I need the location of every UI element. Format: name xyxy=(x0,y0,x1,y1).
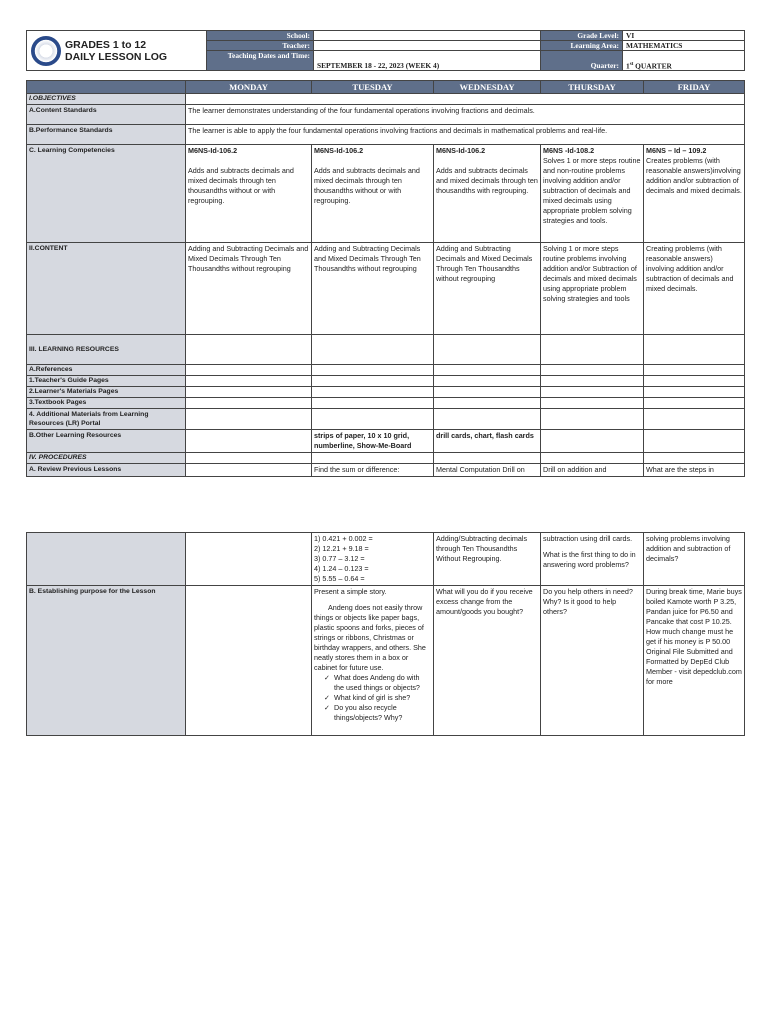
purpose-label: B. Establishing purpose for the Lesson xyxy=(27,586,186,736)
day-header-blank xyxy=(27,81,186,94)
day-thursday: THURSDAY xyxy=(541,81,644,94)
textbook-cell xyxy=(434,398,541,409)
additional-cell xyxy=(541,409,644,430)
review-wednesday: Mental Computation Drill on xyxy=(434,464,541,477)
review-monday-continued xyxy=(186,533,312,586)
lm-cell xyxy=(644,387,745,398)
additional-cell xyxy=(434,409,541,430)
review-thursday-continued: subtraction using drill cards. What is the first thing to do in answering word problems? xyxy=(541,533,644,586)
other-wednesday: drill cards, chart, flash cards xyxy=(434,430,541,453)
resources-friday xyxy=(644,335,745,365)
tg-cell xyxy=(186,376,312,387)
resources-wednesday xyxy=(434,335,541,365)
procedures-cell xyxy=(644,453,745,464)
area-value: MATHEMATICS xyxy=(623,41,745,51)
lm-cell xyxy=(541,387,644,398)
content-monday: Adding and Subtracting Decimals and Mixed Decimals Through Ten Thousandths without regrouping xyxy=(186,243,312,335)
content-thursday: Solving 1 or more steps routine problems involving addition and/or Subtraction of decimals and mixed decimals using appropriate problem solving strategies and tools xyxy=(541,243,644,335)
purpose-wednesday: What will you do if you receive excess change from the amount/goods you bought? xyxy=(434,586,541,736)
lesson-log-table xyxy=(26,80,745,477)
lm-cell xyxy=(186,387,312,398)
day-tuesday: TUESDAY xyxy=(312,81,434,94)
header-title-cell xyxy=(27,31,207,71)
purpose-monday xyxy=(186,586,312,736)
dates-label: Teaching Dates and Time: xyxy=(207,51,314,71)
title-line2: DAILY LESSON LOG xyxy=(65,50,168,63)
additional-cell xyxy=(644,409,745,430)
quarter-value: 1st QUARTER xyxy=(623,51,745,71)
procedures-cell xyxy=(434,453,541,464)
additional-cell xyxy=(186,409,312,430)
review-wednesday-continued: Adding/Subtracting decimals through Ten Thousandths Without Regrouping. xyxy=(434,533,541,586)
other-tuesday: strips of paper, 10 x 10 grid, numberline, Show-Me-Board xyxy=(312,430,434,453)
tg-cell xyxy=(541,376,644,387)
purpose-friday: During break time, Marie buys boiled Kamote worth P 3.25, Pandan juice for P6.50 and Pancake that cost P 10.25. How much change must he get if his money is P 50.00 Original File Submitted and Formatted by DepEd Club Member - visit depedclub.com for more xyxy=(644,586,745,736)
lm-cell xyxy=(434,387,541,398)
references-cell xyxy=(541,365,644,376)
references-cell xyxy=(312,365,434,376)
procedures-label: IV. PROCEDURES xyxy=(27,453,186,464)
tg-label: 1.Teacher's Guide Pages xyxy=(27,376,186,387)
competency-friday: M6NS – Id – 109.2 Creates problems (with reasonable answers)involving addition and/or subtraction of decimals and mixed decimals. xyxy=(644,145,745,243)
dates-value: SEPTEMBER 18 - 22, 2023 (WEEK 4) xyxy=(314,51,541,71)
resources-tuesday xyxy=(312,335,434,365)
competencies-label: C. Learning Competencies xyxy=(27,145,186,243)
textbook-label: 3.Textbook Pages xyxy=(27,398,186,409)
content-standards-label: A.Content Standards xyxy=(27,105,186,125)
other-resources-label: B.Other Learning Resources xyxy=(27,430,186,453)
textbook-cell xyxy=(312,398,434,409)
day-friday: FRIDAY xyxy=(644,81,745,94)
day-monday: MONDAY xyxy=(186,81,312,94)
title-line1: GRADES 1 to 12 xyxy=(65,38,147,51)
textbook-cell xyxy=(186,398,312,409)
references-cell xyxy=(434,365,541,376)
review-tuesday-continued: 1) 0.421 + 0.002 = 2) 12.21 + 9.18 = 3) 0.77 – 3.12 = 4) 1.24 – 0.123 = 5) 5.55 – 0.64 = xyxy=(312,533,434,586)
textbook-cell xyxy=(541,398,644,409)
review-label: A. Review Previous Lessons xyxy=(27,464,186,477)
school-label: School: xyxy=(207,31,314,41)
other-monday xyxy=(186,430,312,453)
performance-standards-value: The learner is able to apply the four fundamental operations involving fractions and decimals in mathematical problems and real-life. xyxy=(186,125,745,145)
quarter-label: Quarter: xyxy=(541,51,623,71)
procedures-cell xyxy=(312,453,434,464)
resources-monday xyxy=(186,335,312,365)
purpose-thursday: Do you help others in need? Why? Is it good to help others? xyxy=(541,586,644,736)
performance-standards-label: B.Performance Standards xyxy=(27,125,186,145)
lm-cell xyxy=(312,387,434,398)
day-wednesday: WEDNESDAY xyxy=(434,81,541,94)
teacher-value xyxy=(314,41,541,51)
textbook-cell xyxy=(644,398,745,409)
lm-label: 2.Learner's Materials Pages xyxy=(27,387,186,398)
content-friday: Creating problems (with reasonable answers) involving addition and/or subtraction of decimals and mixed decimals. xyxy=(644,243,745,335)
content-standards-value: The learner demonstrates understanding of the four fundamental operations involving fractions and decimals. xyxy=(186,105,745,125)
other-thursday xyxy=(541,430,644,453)
resources-label: III. LEARNING RESOURCES xyxy=(27,335,186,365)
content-label: II.CONTENT xyxy=(27,243,186,335)
procedures-cell xyxy=(541,453,644,464)
additional-cell xyxy=(312,409,434,430)
grade-label: Grade Level: xyxy=(541,31,623,41)
resources-thursday xyxy=(541,335,644,365)
competency-tuesday: M6NS-Id-106.2 Adds and subtracts decimals and mixed decimals through ten thousandths without or with regrouping. xyxy=(312,145,434,243)
objectives-blank xyxy=(186,94,745,105)
competency-thursday: M6NS -Id-108.2 Solves 1 or more steps routine and non-routine problems involving addition and/or subtraction of decimals and mixed decimals using appropriate problem solving strategies and tools. xyxy=(541,145,644,243)
objectives-label: I.OBJECTIVES xyxy=(27,94,186,105)
procedures-cell xyxy=(186,453,312,464)
tg-cell xyxy=(312,376,434,387)
additional-label: 4. Additional Materials from Learning Resources (LR) Portal xyxy=(27,409,186,430)
tg-cell xyxy=(644,376,745,387)
grade-value: VI xyxy=(623,31,745,41)
competency-wednesday: M6NS-Id-106.2 Adds and subtracts decimals and mixed decimals through ten thousandths with regrouping. xyxy=(434,145,541,243)
references-label: A.References xyxy=(27,365,186,376)
tg-cell xyxy=(434,376,541,387)
header-table xyxy=(26,30,745,71)
content-tuesday: Adding and Subtracting Decimals and Mixed Decimals Through Ten Thousandths without regrouping xyxy=(312,243,434,335)
review-friday: What are the steps in xyxy=(644,464,745,477)
content-wednesday: Adding and Subtracting Decimals and Mixed Decimals Through Ten Thousandths without regrouping xyxy=(434,243,541,335)
purpose-tuesday: Present a simple story. Andeng does not easily throw things or objects like paper bags, plastic spoons and forks, pieces of strings or ribbons, Christmas or birthday wrappers, and others. She neatly stores them in a box or cabinet for future use. ✓ What does Andeng do with the used things or objects? ✓ What kind of girl is she? ✓ Do you also recycle things/objects? Why? xyxy=(312,586,434,736)
lesson-log-table-continued xyxy=(26,532,745,736)
references-cell xyxy=(186,365,312,376)
day-header-row xyxy=(27,81,745,94)
review-continued-label xyxy=(27,533,186,586)
teacher-label: Teacher: xyxy=(207,41,314,51)
references-cell xyxy=(644,365,745,376)
review-monday xyxy=(186,464,312,477)
school-value xyxy=(314,31,541,41)
area-label: Learning Area: xyxy=(541,41,623,51)
other-friday xyxy=(644,430,745,453)
review-tuesday: Find the sum or difference: xyxy=(312,464,434,477)
review-thursday: Drill on addition and xyxy=(541,464,644,477)
competency-monday: M6NS-Id-106.2 Adds and subtracts decimals and mixed decimals through ten thousandths without or with regrouping. xyxy=(186,145,312,243)
deped-seal-icon xyxy=(31,36,61,66)
review-friday-continued: solving problems involving addition and subtraction of decimals? xyxy=(644,533,745,586)
